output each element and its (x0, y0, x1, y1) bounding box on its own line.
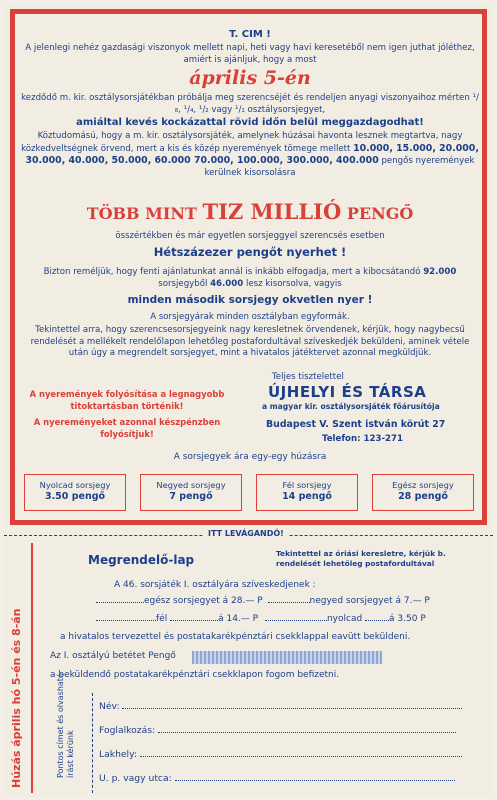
occupation-label: Foglalkozás: (99, 725, 156, 736)
price-label: Fél sorsjegy (282, 480, 332, 490)
company-address: Budapest V. Szent istván körút 27 (266, 419, 446, 430)
company-phone: Telefon: 123-271 (322, 434, 403, 444)
winning-tickets: 46.000 (210, 278, 244, 289)
half-ticket-label: fél (156, 614, 168, 624)
eighth-qty-input[interactable] (265, 620, 327, 621)
secrecy-note: A nyeremények folyósítása a legnagyobb titoktartásban történik! (29, 389, 225, 411)
form-line-deposit: Az I. osztályú betétet Pengő (50, 651, 176, 661)
fields-divider (92, 693, 95, 793)
form-line-payment: a beküldendő postatakarékpénztári csekklapon fogom befizetni. (50, 670, 340, 680)
residence-input[interactable] (140, 756, 462, 757)
name-label: Név: (99, 701, 120, 712)
price-value: 14 pengő (282, 491, 332, 502)
whole-qty-input[interactable] (96, 602, 144, 603)
street-input[interactable] (175, 780, 455, 781)
headline-part-c: PENGŐ (341, 204, 414, 223)
every-second-wins: minden második sorsjegy okvetlen nyer ! (127, 294, 373, 306)
whole-ticket-label: egész sorsjegyet á 28.— P (144, 596, 263, 606)
cash-payout-note: A nyereményeket azonnal készpénzben folyósítjuk! (33, 417, 221, 439)
price-box-half (256, 474, 358, 511)
odds-outro: lesz kisorsolva, vagyis (245, 278, 342, 289)
half-ticket-price: á 14.— P (218, 614, 259, 624)
seven-hundred-thousand-line: Hétszázezer pengőt nyerhet ! (153, 245, 347, 259)
eighth-ticket-price: á 3.50 P (389, 614, 426, 624)
ticket-paragraph: kezdődő m. kir. osztálysorsjátékban próbálja meg szerencséjét és rendeljen anyagi viszonyaihoz mérten ¹/₈, ¹/₄, ¹/₂ vagy ¹/₁ osztálysorsjegyet, (21, 93, 479, 115)
order-paragraph: Tekintettel arra, hogy szerencsesorsjegyeink nagy keresletnek örvendenek, kérjük, hogy nagybecsű rendelését a mellékelt rendelőlapon lehetőleg postafordultával szíveskedjék beküldeni, aminek vétele után úgy a megrendelt sorsjegyet, mint a hivatalos játéktervet azonnal megküldjük. (30, 325, 470, 359)
price-box-eighth (24, 474, 126, 511)
order-form-title: Megrendelő-lap (88, 553, 195, 567)
price-label: Egész sorsjegy (392, 480, 454, 490)
quarter-qty-input[interactable] (268, 602, 310, 603)
street-label: U. p. vagy utca: (99, 773, 172, 784)
price-value: 7 pengő (169, 491, 213, 502)
intro-paragraph: A jelenlegi nehéz gazdasági viszonyok mellett napi, heti vagy havi keresetéből nem igen juthat jóléthez, amiért is ajánljuk, hogy a most (25, 43, 475, 65)
draw-dates-vertical: Húzás április hó 5-én és 8-án (10, 608, 23, 788)
company-name: ÚJHELYI ÉS TÁRSA (268, 383, 427, 401)
price-label: Negyed sorsjegy (156, 480, 226, 490)
price-note: A sorsjegyek ára egy-egy húzásra (173, 452, 327, 462)
price-value: 28 pengő (398, 491, 448, 502)
form-line-send: a hivatalos tervezettel és postatakarékpénztári csekklappal eavütt beküldeni. (60, 632, 411, 642)
half-fill (170, 620, 218, 621)
get-rich-line: amiáltal kevés kockázattal rövid időn belül meggazdagodhat! (76, 117, 424, 128)
price-label: Nyolcad sorsjegy (39, 480, 111, 490)
occupation-input[interactable] (158, 732, 456, 733)
quarter-ticket-label: negyed sorsjegyet á 7.— P (309, 596, 430, 606)
order-form-note: Tekintettel az óriási keresletre, kérjük b. rendelését lehetőleg postafordultával (276, 549, 446, 568)
odds-paragraph (20, 267, 480, 290)
street-field-row (99, 773, 455, 784)
headline-part-a: TÖBB MINT (86, 204, 203, 223)
total-value-line: összértékben és már egyetlen sorsjeggyel szerencsés esetben (115, 231, 385, 241)
prize-intro: Köztudomású, hogy a m. kir. osztálysorsjáték, amelynek húzásai havonta lesznek megtartva, nagy közkedveltségnek örvend, mert a kis és közép nyeremények tömege mellett (21, 131, 463, 154)
form-row-whole-half (96, 596, 430, 606)
cut-label: ITT LEVÁGANDÓ! (204, 529, 288, 538)
odds-intro: Bizton reméljük, hogy fenti ajánlatunkat annál is inkább elfogadja, mert a kibocsátandó (43, 267, 421, 277)
name-field-row (99, 701, 462, 712)
equal-prices-line: A sorsjegyárak minden osztályban egyformák. (150, 312, 350, 322)
eighth-fill (365, 620, 389, 621)
headline-part-b: TIZ MILLIÓ (202, 199, 342, 224)
lottery-flyer (4, 3, 493, 797)
salutation: T. CIM ! (229, 29, 271, 40)
eighth-ticket-label: nyolcad (326, 614, 363, 624)
ten-million-headline (20, 201, 480, 225)
residence-field-row (99, 749, 462, 760)
prize-amounts: 10.000, 15.000, 20.000, 30.000, 40.000, 50.000, 60.000 70.000, 100.000, 300.000, 400.000 (25, 142, 479, 167)
price-box-quarter (140, 474, 242, 511)
prize-outro: pengős nyeremények kerülnek kisorsolásra (204, 156, 475, 178)
address-instruction-vertical: Pontos címet és olvasható írást kérünk (56, 673, 75, 778)
residence-label: Lakhely: (99, 749, 137, 760)
greeting: Teljes tisztelettel (272, 372, 344, 382)
occupation-field-row (99, 725, 456, 736)
form-line-intro: A 46. sorsjáték I. osztályára szíveskedjenek : (114, 580, 316, 590)
odds-mid: sorsjegyből (158, 278, 208, 289)
price-box-whole (372, 474, 474, 511)
form-row-half-eighth (96, 614, 426, 624)
price-value: 3.50 pengő (44, 491, 106, 502)
prize-paragraph (20, 131, 480, 179)
company-subtitle: a magyar kir. osztálysorsjáték főárusítója (262, 402, 440, 411)
deposit-amount-field[interactable] (192, 651, 382, 664)
name-input[interactable] (122, 708, 462, 709)
total-tickets: 92.000 (423, 267, 457, 277)
half-qty-input[interactable] (96, 620, 156, 621)
draw-date-headline: április 5-én (189, 67, 311, 89)
